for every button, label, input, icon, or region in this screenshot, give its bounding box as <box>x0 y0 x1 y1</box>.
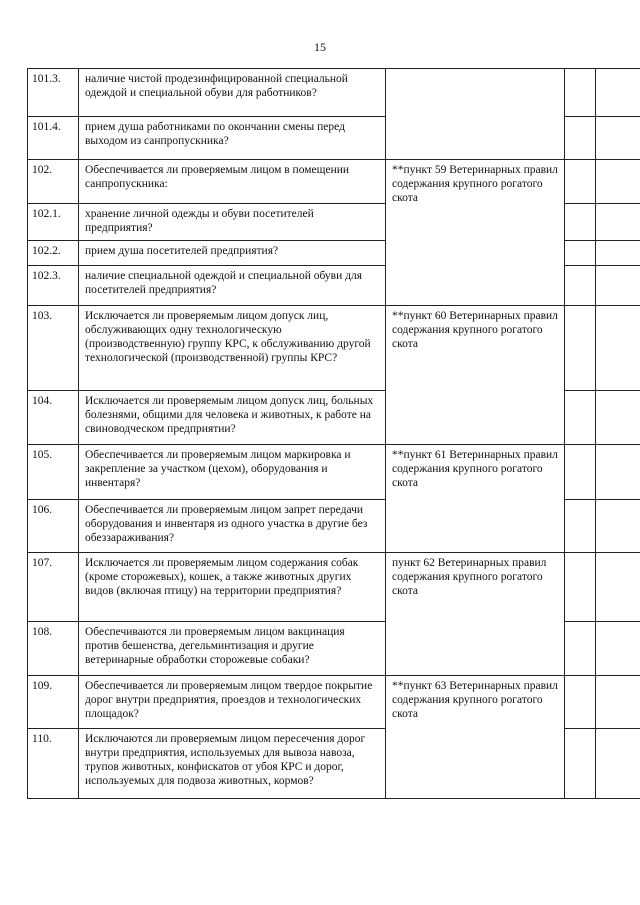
row-reference: пункт 62 Ветеринарных правил содержания крупного рогатого скота <box>386 553 565 676</box>
row-question: наличие чистой продезинфицированной специальной одеждой и специальной обуви для работников? <box>79 69 386 117</box>
row-question: хранение личной одежды и обуви посетителей предприятия? <box>79 204 386 241</box>
row-reference <box>386 69 565 160</box>
answer-cell <box>565 306 596 391</box>
row-question: Обеспечивается ли проверяемым лицом в помещении санпропускника: <box>79 160 386 204</box>
row-number: 110. <box>28 729 79 799</box>
answer-cell <box>565 676 596 729</box>
row-question: Обеспечиваются ли проверяемым лицом вакцинация против бешенства, дегельминтизация и другие ветеринарные обработки сторожевые собаки? <box>79 622 386 676</box>
table-row <box>28 445 640 500</box>
row-question: Исключается ли проверяемым лицом допуск лиц, обслуживающих одну технологическую (производственную) группу КРС, к обслуживанию другой технологической (производственной) группы КРС? <box>79 306 386 391</box>
row-number: 105. <box>28 445 79 500</box>
row-reference: **пункт 59 Ветеринарных правил содержания крупного рогатого скота <box>386 160 565 306</box>
answer-cell <box>565 69 596 117</box>
table-row <box>28 306 640 391</box>
answer-cell <box>565 391 596 445</box>
row-number: 102.1. <box>28 204 79 241</box>
row-question: Обеспечивается ли проверяемым лицом твердое покрытие дорог внутри предприятия, проездов и технологических площадок? <box>79 676 386 729</box>
answer-cell <box>596 204 640 241</box>
answer-cell <box>565 445 596 500</box>
answer-cell <box>596 622 640 676</box>
table-row <box>28 676 640 729</box>
answer-cell <box>596 306 640 391</box>
answer-cell <box>596 445 640 500</box>
row-reference: **пункт 60 Ветеринарных правил содержания крупного рогатого скота <box>386 306 565 445</box>
table-row <box>28 69 640 117</box>
row-number: 103. <box>28 306 79 391</box>
answer-cell <box>596 69 640 117</box>
answer-cell <box>565 117 596 160</box>
page-number: 15 <box>314 40 326 54</box>
row-number: 106. <box>28 500 79 553</box>
answer-cell <box>565 553 596 622</box>
answer-cell <box>565 500 596 553</box>
answer-cell <box>565 729 596 799</box>
requirements-table <box>27 68 640 799</box>
answer-cell <box>596 729 640 799</box>
row-question: Исключается ли проверяемым лицом содержания собак (кроме сторожевых), кошек, а также животных других видов (включая птицу) на территории предприятия? <box>79 553 386 622</box>
row-reference: **пункт 63 Ветеринарных правил содержания крупного рогатого скота <box>386 676 565 799</box>
row-number: 107. <box>28 553 79 622</box>
answer-cell <box>565 622 596 676</box>
row-question: прием душа посетителей предприятия? <box>79 241 386 266</box>
row-question: Обеспечивается ли проверяемым лицом запрет передачи оборудования и инвентаря из одного участка в другие без обеззараживания? <box>79 500 386 553</box>
table-row <box>28 160 640 204</box>
answer-cell <box>596 160 640 204</box>
row-number: 108. <box>28 622 79 676</box>
row-question: Исключается ли проверяемым лицом допуск лиц, больных болезнями, общими для человека и животных, к работе на свиноводческом предприятии? <box>79 391 386 445</box>
row-number: 102.2. <box>28 241 79 266</box>
answer-cell <box>596 553 640 622</box>
answer-cell <box>596 241 640 266</box>
row-number: 102.3. <box>28 266 79 306</box>
answer-cell <box>596 117 640 160</box>
table-row <box>28 553 640 622</box>
row-reference: **пункт 61 Ветеринарных правил содержания крупного рогатого скота <box>386 445 565 553</box>
answer-cell <box>596 266 640 306</box>
answer-cell <box>596 391 640 445</box>
row-number: 101.4. <box>28 117 79 160</box>
answer-cell <box>596 500 640 553</box>
row-number: 104. <box>28 391 79 445</box>
answer-cell <box>565 241 596 266</box>
row-question: Обеспечивается ли проверяемым лицом маркировка и закрепление за участком (цехом), оборудования и инвентаря? <box>79 445 386 500</box>
answer-cell <box>565 204 596 241</box>
row-question: прием душа работниками по окончании смены перед выходом из санпропускника? <box>79 117 386 160</box>
row-number: 102. <box>28 160 79 204</box>
answer-cell <box>596 676 640 729</box>
row-number: 101.3. <box>28 69 79 117</box>
row-number: 109. <box>28 676 79 729</box>
answer-cell <box>565 266 596 306</box>
row-question: наличие специальной одеждой и специальной обуви для посетителей предприятия? <box>79 266 386 306</box>
answer-cell <box>565 160 596 204</box>
row-question: Исключаются ли проверяемым лицом пересечения дорог внутри предприятия, используемых для вывоза навоза, трупов животных, конфискатов от убоя КРС и дорог, используемых для подвоза животных, кормов? <box>79 729 386 799</box>
